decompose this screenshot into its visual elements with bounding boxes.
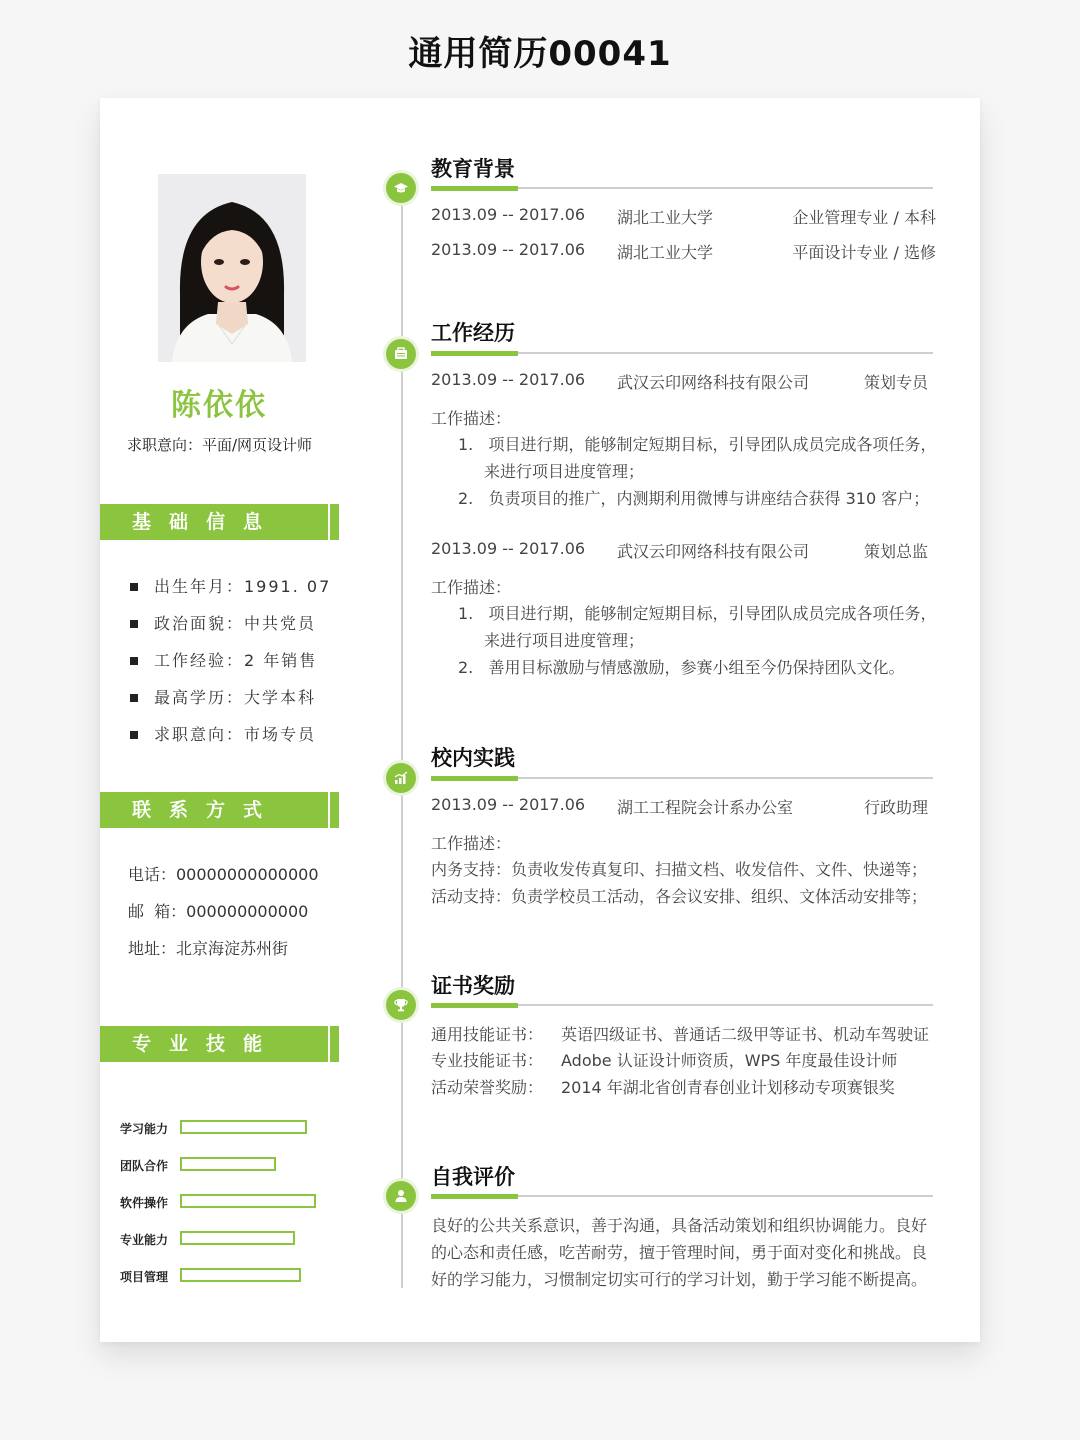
job-role: 策划专员 xyxy=(863,373,928,392)
skills-header: 专业技能 xyxy=(100,1026,328,1062)
bullet-square-icon xyxy=(130,657,138,665)
self-eval-text: 良好的公共关系意识，善于沟通，具备活动策划和组织协调能力。良好的心态和责任感，吃苦耐劳，擅于管理时间，勇于面对变化和挑战。良好的学习能力，习惯制定切实可行的学习计划，勤于学习能不断提高。 xyxy=(431,1216,928,1289)
chart-icon xyxy=(386,763,416,793)
cert-category: 活动荣誉奖励： xyxy=(431,1078,544,1097)
bullet-square-icon xyxy=(130,620,138,628)
contact-list xyxy=(128,862,319,973)
skill-level-bar xyxy=(180,1268,301,1282)
graduation-cap-icon xyxy=(386,173,416,203)
job-date: 2013.09 -- 2017.06 xyxy=(431,539,586,558)
edu-major: 平面设计专业 / 选修 xyxy=(792,243,936,262)
briefcase-icon xyxy=(386,339,416,369)
contact-header-cap xyxy=(330,792,339,828)
education-row xyxy=(431,240,936,264)
job-desc-line: 1. 项目进行期，能够制定短期目标，引导团队成员完成各项任务， xyxy=(458,435,937,454)
bullet-square-icon xyxy=(130,583,138,591)
job-desc-label: 工作描述： xyxy=(431,578,512,597)
portrait-image xyxy=(158,174,306,362)
bullet-square-icon xyxy=(130,694,138,702)
skill-label: 团队合作 xyxy=(120,1159,169,1173)
certs-rule-accent xyxy=(431,1003,518,1008)
skill-label: 学习能力 xyxy=(120,1122,169,1136)
campus-role: 行政助理 xyxy=(863,798,928,817)
skill-label: 专业能力 xyxy=(120,1233,169,1247)
skill-label: 项目管理 xyxy=(120,1270,169,1284)
job-row xyxy=(431,370,936,394)
education-row xyxy=(431,205,936,229)
work-title: 工作经历 xyxy=(431,321,515,345)
cert-value: 2014 年湖北省创青春创业计划移动专项赛银奖 xyxy=(561,1078,895,1097)
address-field: 地址：北京海淀苏州街 xyxy=(128,939,289,958)
edu-school: 湖北工业大学 xyxy=(617,243,714,262)
page-title: 通用简历00041 xyxy=(408,34,672,74)
job-desc-line: 2. 善用目标激励与情感激励，参赛小组至今仍保持团队文化。 xyxy=(458,658,905,677)
campus-rule-accent xyxy=(431,776,518,781)
cert-value: 英语四级证书、普通话二级甲等证书、机动车驾驶证 xyxy=(561,1025,930,1044)
list-item: 出生年月：1991. 07 xyxy=(128,574,331,611)
campus-desc-line: 内务支持：负责收发传真复印、扫描文档、收发信件、文件、快递等； xyxy=(431,860,928,879)
skill-level-bar xyxy=(180,1194,316,1208)
bullet-square-icon xyxy=(130,731,138,739)
campus-date: 2013.09 -- 2017.06 xyxy=(431,795,586,814)
work-rule-accent xyxy=(431,351,518,356)
job-date: 2013.09 -- 2017.06 xyxy=(431,370,586,389)
list-item: 政治面貌：中共党员 xyxy=(128,611,331,648)
candidate-name: 陈依依 xyxy=(171,388,267,423)
basic-info-header: 基础信息 xyxy=(100,504,328,540)
cert-category: 通用技能证书： xyxy=(431,1025,544,1044)
campus-desc-label: 工作描述： xyxy=(431,834,512,853)
job-desc-line: 1. 项目进行期，能够制定短期目标，引导团队成员完成各项任务， xyxy=(458,604,937,623)
edu-date: 2013.09 -- 2017.06 xyxy=(431,205,586,224)
phone-field: 电话：00000000000000 xyxy=(128,865,319,884)
list-item: 最高学历：大学本科 xyxy=(128,685,331,722)
cert-value: Adobe 认证设计师资质，WPS 年度最佳设计师 xyxy=(561,1051,898,1070)
job-desc-line: 来进行项目进度管理； xyxy=(484,462,645,481)
person-icon xyxy=(386,1181,416,1211)
basic-info-list xyxy=(128,574,331,759)
profile-photo xyxy=(158,174,306,362)
skill-level-bar xyxy=(180,1157,276,1171)
skill-level-bar xyxy=(180,1231,295,1245)
certs-title: 证书奖励 xyxy=(431,974,515,998)
education-rule-accent xyxy=(431,186,518,191)
edu-major: 企业管理专业 / 本科 xyxy=(792,208,936,227)
skill-label: 软件操作 xyxy=(120,1196,169,1210)
education-title: 教育背景 xyxy=(431,157,515,181)
list-item: 工作经验：2 年销售 xyxy=(128,648,331,685)
contact-header: 联系方式 xyxy=(100,792,328,828)
trophy-icon xyxy=(386,990,416,1020)
job-company: 武汉云印网络科技有限公司 xyxy=(617,542,810,561)
job-desc-line: 2. 负责项目的推广，内测期利用微博与讲座结合获得 310 客户； xyxy=(458,489,930,508)
self-eval-rule-accent xyxy=(431,1194,518,1199)
email-field: 邮 箱：000000000000 xyxy=(128,902,309,921)
cert-category: 专业技能证书： xyxy=(431,1051,544,1070)
job-desc-line: 来进行项目进度管理； xyxy=(484,631,645,650)
resume-sheet xyxy=(100,98,980,1342)
job-company: 武汉云印网络科技有限公司 xyxy=(617,373,810,392)
list-item: 求职意向：市场专员 xyxy=(128,722,331,759)
job-role: 策划总监 xyxy=(863,542,928,561)
campus-title: 校内实践 xyxy=(431,746,515,770)
campus-row xyxy=(431,795,936,819)
self-eval-title: 自我评价 xyxy=(431,1165,515,1189)
skill-level-bar xyxy=(180,1120,307,1134)
campus-desc-line: 活动支持：负责学校员工活动，各会议安排、组织、文体活动安排等； xyxy=(431,887,928,906)
job-desc-label: 工作描述： xyxy=(431,409,512,428)
campus-org: 湖工工程院会计系办公室 xyxy=(617,798,794,817)
edu-date: 2013.09 -- 2017.06 xyxy=(431,240,586,259)
basic-info-header-cap xyxy=(330,504,339,540)
edu-school: 湖北工业大学 xyxy=(617,208,714,227)
job-intent: 求职意向：平面/网页设计师 xyxy=(127,436,313,454)
skills-header-cap xyxy=(330,1026,339,1062)
job-row xyxy=(431,539,936,563)
